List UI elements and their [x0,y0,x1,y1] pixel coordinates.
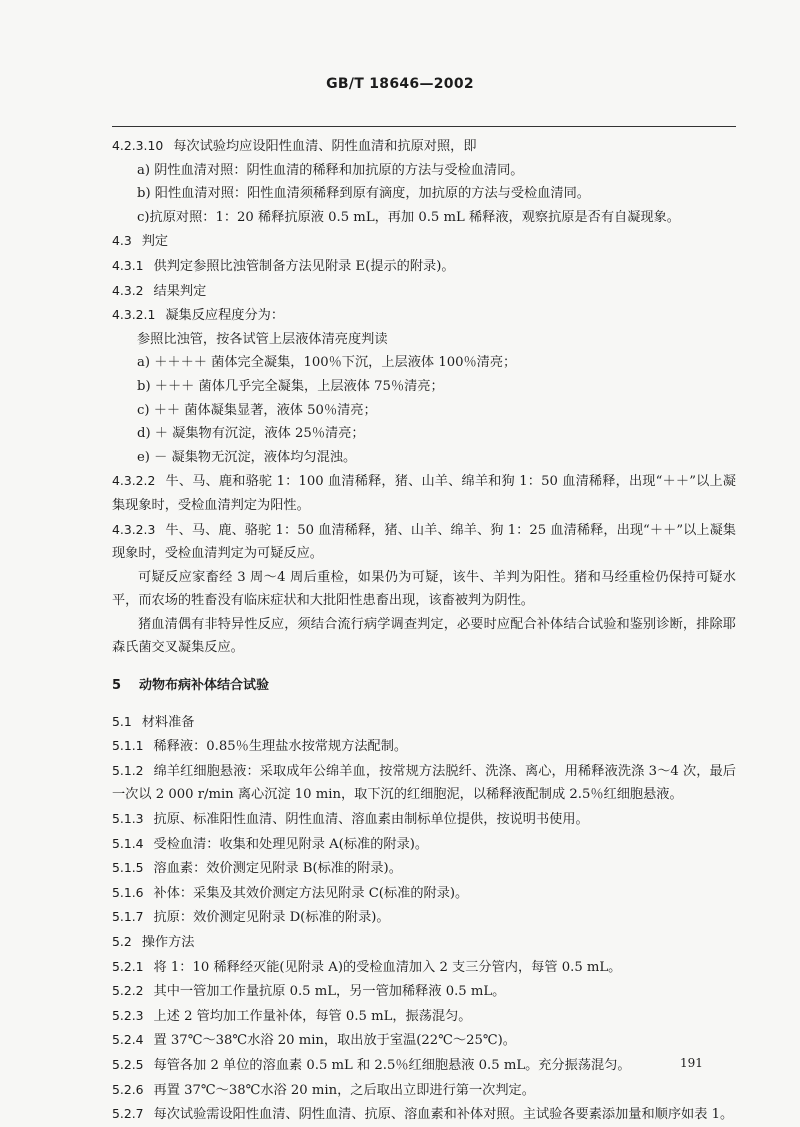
clause [112,229,736,254]
clause-text: 溶血素：效价测定见附录 B(标准的附录)。 [153,861,402,877]
clause-number: 5.1.6 [112,884,144,900]
clause [112,303,736,328]
clause-text: 置 37℃～38℃水浴 20 min，取出放于室温(22℃～25℃)。 [153,1033,516,1049]
paragraph [112,566,736,613]
clause-number: 4.3.1 [112,257,144,273]
clause-text: 牛、马、鹿、骆驼 1：50 血清稀释，猪、山羊、绵羊、狗 1：25 血清稀释，出现“＋＋”以上凝集现象时，受检血清判定为可疑反应。 [112,522,736,562]
clause-text: b) ＋＋＋ 菌体几乎完全凝集，上层液体 75％清亮； [137,378,444,394]
clause [112,134,736,159]
paragraph [112,206,736,230]
clause-number: 5.2.5 [112,1056,144,1072]
clause [112,1078,736,1103]
clause-text: 每次试验均应设阳性血清、阴性血清和抗原对照，即 [173,139,477,154]
page-number: 191 [680,1056,703,1070]
clause-text: 稀释液：0.85％生理盐水按常规方法配制。 [153,739,408,755]
clause-number: 4.3.2.1 [112,307,156,323]
clause [112,759,736,807]
clause-text: 牛、马、鹿和骆驼 1：100 血清稀释，猪、山羊、绵羊和狗 1：50 血清稀释，出现“＋＋”以上凝集现象时，受检血清判定为阳性。 [112,474,736,513]
clause-number: 5.2.4 [112,1032,144,1048]
clause-number: 4.3 [112,233,132,249]
clause-number: 5.1.3 [112,811,144,827]
clause-number: 4.3.2.2 [112,473,156,489]
document-body [112,134,736,1127]
clause-text: 抗原：效价测定见附录 D(标准的附录)。 [153,910,390,926]
clause-number: 5.1 [112,713,132,729]
clause-number: 4.3.2 [112,282,144,298]
clause [112,1102,736,1127]
clause [112,734,736,759]
paragraph [112,182,736,206]
clause [112,279,736,304]
clause-text: a) ＋＋＋＋ 菌体完全凝集，100％下沉，上层液体 100％清亮； [137,355,517,371]
clause-text: c)抗原对照：1：20 稀释抗原液 0.5 mL，再加 0.5 mL 稀释液，观察抗原是否有自凝现象。 [137,209,680,225]
clause-text: 其中一管加工作量抗原 0.5 mL，另一管加稀释液 0.5 mL。 [153,984,506,1000]
clause-text: 结果判定 [153,283,207,299]
clause-number: 5.1.4 [112,835,144,851]
clause [112,807,736,832]
clause-text: 抗原、标准阳性血清、阴性血清、溶血素由制标单位提供，按说明书使用。 [153,812,589,828]
clause-text: 再置 37℃～38℃水浴 20 min，之后取出立即进行第一次判定。 [153,1082,535,1098]
clause [112,856,736,881]
section-title: 动物布病补体结合试验 [139,678,270,694]
clause-number: 5.1.2 [112,762,144,778]
clause-text: 操作方法 [141,935,195,950]
clause-text: 判定 [141,234,169,250]
clause-number: 5.1.1 [112,738,144,754]
clause-text: 猪血清偶有非特异性反应，须结合流行病学调查判定，必要时应配合补体结合试验和鉴别诊断，排除耶森氏菌交叉凝集反应。 [112,616,736,656]
clause [112,254,736,279]
clause [112,1028,736,1053]
clause-text: 受检血清：收集和处理见附录 A(标准的附录)。 [153,836,429,852]
clause-text: 参照比浊管，按各试管上层液体清亮度判读 [137,331,388,347]
page-header [0,76,800,92]
section-number: 5 [112,678,122,694]
clause-text: a) 阴性血清对照：阴性血清的稀释和加抗原的方法与受检血清同。 [137,162,524,178]
paragraph [112,446,736,470]
clause-text: d) ＋ 凝集物有沉淀，液体 25％清亮； [137,426,365,442]
clause-number: 5.2.6 [112,1081,144,1097]
clause-number: 4.3.2.3 [112,521,156,537]
clause-text: 材料准备 [141,714,195,730]
clause-text: 每次试验需设阳性血清、阴性血清、抗原、溶血素和补体对照。主试验各要素添加量和顺序如表 1。 [153,1107,734,1123]
clause [112,469,736,517]
paragraph [112,613,736,660]
section-heading [112,674,736,698]
clause [112,1053,736,1078]
clause [112,710,736,735]
clause-number: 5.2.3 [112,1007,144,1023]
clause [112,979,736,1004]
clause-number: 5.2.7 [112,1106,144,1122]
clause-text: c) ＋＋ 菌体凝集显著，液体 50％清亮； [137,402,377,418]
paragraph [112,351,736,375]
paragraph [112,159,736,183]
clause-text: 将 1：10 稀释经灭能(见附录 A)的受检血清加入 2 支三分管内，每管 0.5 mL。 [153,959,622,975]
clause-text: 绵羊红细胞悬液：采取成年公绵羊血，按常规方法脱纤、洗涤、离心，用稀释液洗涤 3～4 次，最后一次以 2 000 r/min 离心沉淀 10 min，取下沉的红细胞泥，以稀释液配制成 2.5％红细胞悬液。 [112,763,736,803]
clause-text: 补体：采集及其效价测定方法见附录 C(标准的附录)。 [153,885,469,901]
clause-number: 5.1.7 [112,909,144,925]
header-divider [112,126,736,127]
clause-text: 上述 2 管均加工作量补体，每管 0.5 mL，振荡混匀。 [153,1008,472,1024]
paragraph [112,375,736,399]
clause-text: e) － 凝集物无沉淀，液体均匀混浊。 [137,449,357,465]
clause-number: 5.2 [112,934,132,949]
clause-number: 4.2.3.10 [112,138,164,153]
clause [112,832,736,857]
standard-number: GB/T 18646—2002 [326,76,474,92]
clause [112,881,736,906]
clause-text: 每管各加 2 单位的溶血素 0.5 mL 和 2.5％红细胞悬液 0.5 mL。充分振荡混匀。 [153,1057,631,1073]
clause-number: 5.1.5 [112,860,144,876]
clause [112,905,736,930]
clause-text: 凝集反应程度分为： [165,308,285,324]
clause-text: b) 阳性血清对照：阳性血清须稀释到原有滴度，加抗原的方法与受检血清同。 [137,186,590,202]
clause [112,518,736,566]
clause [112,955,736,980]
clause [112,930,736,955]
clause-text: 可疑反应家畜经 3 周～4 周后重检，如果仍为可疑，该牛、羊判为阳性。猪和马经重检仍保持可疑水平，而农场的牲畜没有临床症状和大批阳性患畜出现，该畜被判为阴性。 [112,569,736,609]
clause [112,1004,736,1029]
clause-number: 5.2.2 [112,983,144,999]
paragraph [112,422,736,446]
clause-number: 5.2.1 [112,958,144,974]
clause-text: 供判定参照比浊管制备方法见附录 E(提示的附录)。 [153,258,455,274]
paragraph [112,399,736,423]
paragraph [112,328,736,352]
